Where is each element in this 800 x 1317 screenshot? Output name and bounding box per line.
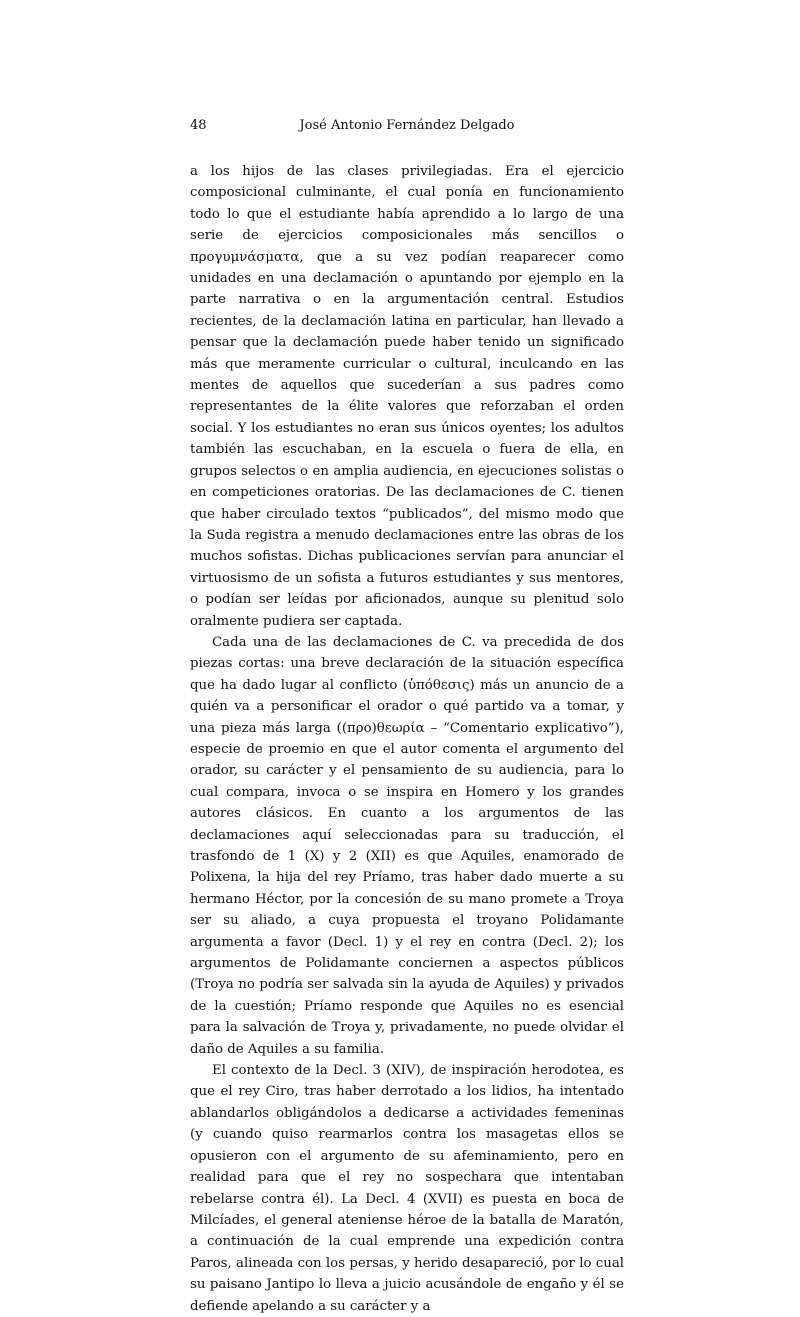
paragraph: El contexto de la Decl. 3 (XIV), de inspiración herodotea, es que el rey Ciro, tras haber derrotado a los lidios, ha intentado ablandarlos obligándolos a dedicarse a actividades femeninas (y cuando quiso rearmarlos contra los masagetas ellos se opusieron con el argumento de su afeminamiento, pero en realidad para que el rey no sospechara que intentaban rebelarse contra él). La Decl. 4 (XVII) es puesta en boca de Milcíades, el general ateniense héroe de la batalla de Maratón, a continuación de la cual emprende una expedición contra Paros, alineada con los persas, y herido desapareció, por lo cual su paisano Jantipo lo lleva a juicio acusándole de engaño y él se defiende apelando a su carácter y a [190, 1063, 624, 1314]
page-number: 48 [190, 118, 207, 133]
paragraph: Cada una de las declamaciones de C. va precedida de dos piezas cortas: una breve declaración de la situación específica que ha dado lugar al conflicto (ὑπόθεσις) más un anuncio de a quién va a personificar el orador o qué partido va a tomar, y una pieza más larga ((προ)θεωρία – “Comentario explicativo”), especie de proemio en que el autor comenta el argumento del orador, su carácter y el pensamiento de su audiencia, para lo cual compara, invoca o se inspira en Homero y los grandes autores clásicos. En cuanto a los argumentos de las declamaciones aquí seleccionadas para su traducción, el trasfondo de 1 (X) y 2 (XII) es que Aquiles, enamorado de Polixena, la hija del rey Príamo, tras haber dado muerte a su hermano Héctor, por la concesión de su mano promete a Troya ser su aliado, a cuya propuesta el troyano Polidamante argumenta a favor (Decl. 1) y el rey en contra (Decl. 2); los argumentos de Polidamante conciernen a aspectos públicos (Troya no podría ser salvada sin la ayuda de Aquiles) y privados de la cuestión; Príamo responde que Aquiles no es esencial para la salvación de Troya y, privadamente, no puede olvidar el daño de Aquiles a su familia. [190, 634, 624, 1057]
paragraph: a los hijos de las clases privilegiadas. Era el ejercicio composicional culminante, el cual ponía en funcionamiento todo lo que el estudiante había aprendido a lo largo de una serie de ejercicios composicionales más sencillos o προγυμνάσματα, que a su vez podían reaparecer como unidades en una declamación o apuntando por ejemplo en la parte narrativa o en la argumentación central. Estudios recientes, de la declamación latina en particular, han llevado a pensar que la declamación puede haber tenido un significado más que meramente curricular o cultural, inculcando en las mentes de aquellos que sucederían a sus padres como representantes de la élite valores que reforzaban el orden social. Y los estudiantes no eran sus únicos oyentes; los adultos también las escuchaban, en la escuela o fuera de ella, en grupos selectos o en amplia audiencia, en ejecuciones solistas o en competiciones oratorias. De las declamaciones de C. tienen que haber circulado textos “publicados”, del mismo modo que la Suda registra a menudo declamaciones entre las obras de los muchos sofistas. Dichas publicaciones servían para anunciar el virtuosismo de un sofista a futuros estudiantes y sus mentores, o podían ser leídas por aficionados, aunque su plenitud solo oralmente pudiera ser captada. [190, 164, 624, 629]
running-head: José Antonio Fernández Delgado [299, 118, 515, 133]
body-text [190, 161, 624, 1317]
page-header [190, 118, 624, 138]
